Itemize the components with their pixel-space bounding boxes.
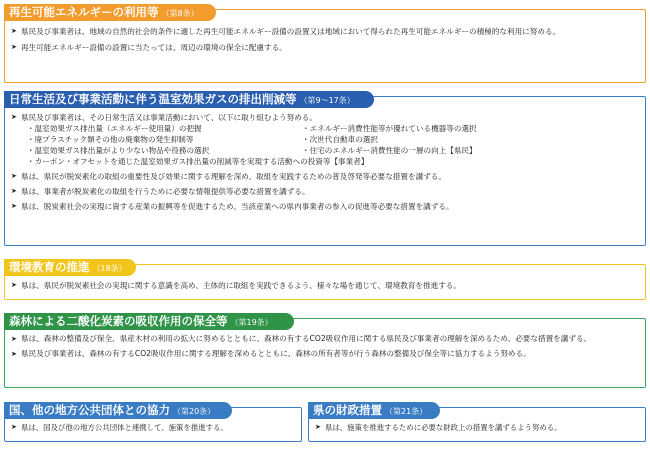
section-renewable-header <box>4 4 216 21</box>
emissions-sublist <box>11 123 639 167</box>
section-cooperation-article: （第20条） <box>173 407 216 416</box>
section-education-article: （18条） <box>92 264 127 273</box>
section-forest-article: （第19条） <box>230 318 273 327</box>
section-finance-article: （第21条） <box>385 407 428 416</box>
forest-item-1: ➤ 県は、森林の整備及び保全、県産木材の利用の拡大に努めるとともに、森林の有するCO2吸収作用に関する県民及び事業者の理解を深めるため、必要な措置を講ずる。 <box>11 334 639 345</box>
renewable-item-2: ➤ 再生可能エネルギー設備の設置に当たっては、周辺の環境の保全に配慮する。 <box>11 42 639 54</box>
section-cooperation-header <box>4 402 232 419</box>
section-cooperation-title: 国、他の地方公共団体との協力 <box>9 403 170 417</box>
section-emissions-header <box>4 91 374 108</box>
section-emissions-title: 日常生活及び事業活動に伴う温室効果ガスの排出削減等 <box>9 92 297 106</box>
section-education <box>4 260 646 300</box>
education-item-1: ➤ 県は、県民が脱炭素社会の実現に関する意識を高め、主体的に取組を実践できるよう、様々な場を通じて、環境教育を推進する。 <box>11 280 639 292</box>
section-renewable <box>4 5 646 83</box>
section-finance <box>308 403 646 442</box>
section-finance-title: 県の財政措置 <box>313 403 382 417</box>
emissions-subitem: ・カーボン・オフセットを通じた温室効果ガス排出量の削減等を実現する活動への投資等【事業者】 <box>27 157 369 166</box>
section-cooperation <box>4 403 302 442</box>
forest-item-2: ➤ 県民及び事業者は、森林の有するCO2吸収作用に関する理解を深めるとともに、森林の所有者等が行う森林の整備及び保全等に協力するよう努める。 <box>11 349 639 360</box>
section-forest <box>4 314 646 388</box>
emissions-subitem: ・廃プラスチック類その他の廃棄物の発生抑制等 <box>27 135 194 144</box>
emissions-subitem: ・エネルギー消費性能等が優れている機器等の選択 <box>302 124 477 133</box>
cooperation-item-1: ➤ 県は、国及び他の地方公共団体と連携して、施策を推進する。 <box>11 422 295 434</box>
finance-item-1: ➤ 県は、施策を推進するために必要な財政上の措置を講ずるよう努める。 <box>315 422 639 434</box>
section-renewable-title: 再生可能エネルギーの利用等 <box>9 5 159 19</box>
section-forest-title: 森林による二酸化炭素の吸収作用の保全等 <box>9 314 228 328</box>
emissions-intro: ➤ 県民及び事業者は、その日常生活又は事業活動において、以下に取り組むよう努める。 <box>11 112 639 123</box>
section-finance-header <box>308 402 440 419</box>
section-education-header <box>4 259 136 276</box>
emissions-item-3: ➤ 県は、脱炭素社会の実現に資する産業の振興等を促進するため、当該産業への県内事業者の参入の促進等必要な措置を講ずる。 <box>11 201 639 212</box>
emissions-subitem: ・次世代自動車の選択 <box>302 135 378 144</box>
emissions-item-1: ➤ 県は、県民が脱炭素化の取組の重要性及び効果に関する理解を深め、取組を実践するための普及啓発等必要な措置を講ずる。 <box>11 171 639 182</box>
section-emissions <box>4 92 646 246</box>
emissions-subitem: ・住宅のエネルギー消費性能の一層の向上【県民】 <box>302 146 477 155</box>
section-education-title: 環境教育の推進 <box>9 260 90 274</box>
section-renewable-article: （第8条） <box>161 9 199 18</box>
emissions-item-2: ➤ 県は、事業者が脱炭素化の取組を行うために必要な情報提供等必要な措置を講ずる。 <box>11 186 639 197</box>
section-emissions-article: （第9～17条） <box>299 96 355 105</box>
emissions-subitem: ・温室効果ガス排出量（エネルギー使用量）の把握 <box>27 124 202 133</box>
renewable-item-1: ➤ 県民及び事業者は、地域の自然的社会的条件に適した再生可能エネルギー設備の設置又は地域において得られた再生可能エネルギーの積極的な利用に努める。 <box>11 26 639 38</box>
emissions-subitem: ・温室効果ガス排出量がより少ない物品や役務の選択 <box>27 146 210 155</box>
section-forest-header <box>4 313 294 330</box>
